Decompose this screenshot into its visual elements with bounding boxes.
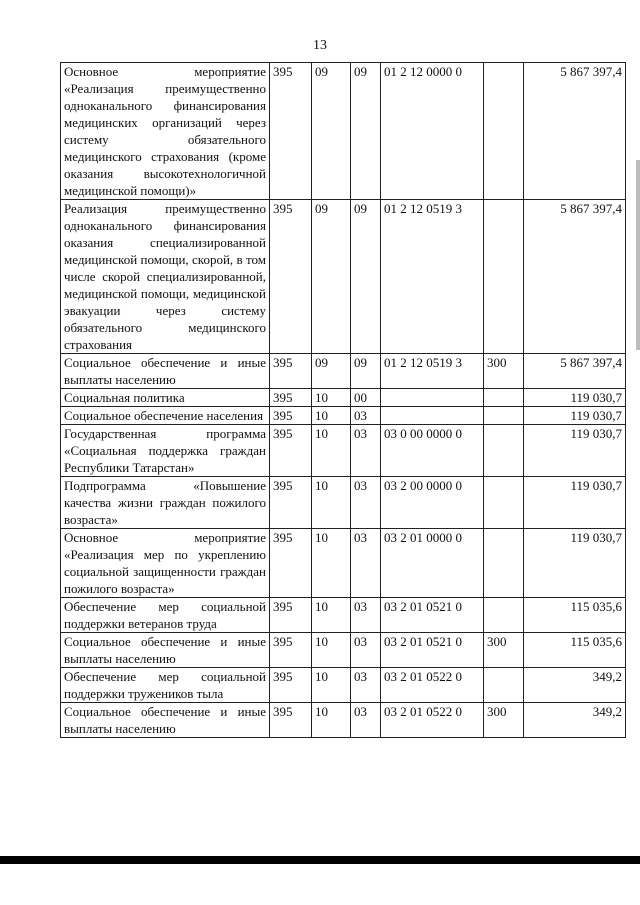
table-body (61, 63, 626, 738)
cell-target-article: 03 2 01 0000 0 (381, 529, 484, 598)
cell-ministry: 395 (270, 63, 312, 200)
cell-subsection: 09 (351, 63, 381, 200)
page-number: 13 (313, 38, 327, 53)
cell-expense-type (484, 389, 524, 407)
cell-section: 10 (312, 389, 351, 407)
cell-ministry: 395 (270, 529, 312, 598)
cell-expense-type (484, 425, 524, 477)
cell-name: Подпрограмма «Повышение качества жизни граждан пожилого возраста» (61, 477, 270, 529)
cell-amount: 119 030,7 (524, 477, 626, 529)
scan-bottom-bar (0, 856, 640, 864)
cell-target-article: 01 2 12 0519 3 (381, 354, 484, 389)
cell-ministry: 395 (270, 407, 312, 425)
cell-subsection: 09 (351, 354, 381, 389)
cell-ministry: 395 (270, 598, 312, 633)
cell-subsection: 09 (351, 200, 381, 354)
cell-section: 09 (312, 354, 351, 389)
cell-section: 09 (312, 63, 351, 200)
cell-amount: 115 035,6 (524, 633, 626, 668)
table-row (61, 63, 626, 200)
cell-amount: 5 867 397,4 (524, 63, 626, 200)
cell-name: Социальное обеспечение и иные выплаты населению (61, 354, 270, 389)
cell-section: 09 (312, 200, 351, 354)
cell-target-article: 03 2 01 0522 0 (381, 703, 484, 738)
cell-target-article: 03 2 01 0521 0 (381, 633, 484, 668)
table-row (61, 703, 626, 738)
cell-expense-type: 300 (484, 633, 524, 668)
cell-subsection: 00 (351, 389, 381, 407)
cell-expense-type: 300 (484, 354, 524, 389)
cell-name: Социальное обеспечение и иные выплаты населению (61, 633, 270, 668)
cell-name: Обеспечение мер социальной поддержки тружеников тыла (61, 668, 270, 703)
cell-subsection: 03 (351, 407, 381, 425)
cell-section: 10 (312, 529, 351, 598)
table-row (61, 598, 626, 633)
cell-ministry: 395 (270, 477, 312, 529)
cell-amount: 119 030,7 (524, 425, 626, 477)
table-row (61, 668, 626, 703)
cell-subsection: 03 (351, 598, 381, 633)
cell-name: Реализация преимущественно одноканального финансирования оказания специализированной медицинской помощи, скорой, в том числе скорой специализированной, медицинской помощи, медицинской эвакуации через систему обязательного медицинского страхования (61, 200, 270, 354)
cell-name: Обеспечение мер социальной поддержки ветеранов труда (61, 598, 270, 633)
budget-table (60, 62, 626, 738)
cell-section: 10 (312, 633, 351, 668)
cell-target-article: 03 0 00 0000 0 (381, 425, 484, 477)
cell-ministry: 395 (270, 703, 312, 738)
cell-amount: 5 867 397,4 (524, 354, 626, 389)
cell-expense-type: 300 (484, 703, 524, 738)
cell-name: Основное мероприятие «Реализация преимущественно одноканального финансирования медицинских организаций через систему обязательного медицинского страхования (кроме оказания высокотехнологичной медицинской помощи)» (61, 63, 270, 200)
cell-target-article: 01 2 12 0519 3 (381, 200, 484, 354)
cell-section: 10 (312, 668, 351, 703)
cell-section: 10 (312, 598, 351, 633)
cell-name: Основное мероприятие «Реализация мер по укреплению социальной защищенности граждан пожилого возраста» (61, 529, 270, 598)
cell-ministry: 395 (270, 668, 312, 703)
cell-subsection: 03 (351, 425, 381, 477)
table-row (61, 407, 626, 425)
cell-subsection: 03 (351, 668, 381, 703)
table-row (61, 477, 626, 529)
cell-expense-type (484, 407, 524, 425)
cell-amount: 119 030,7 (524, 529, 626, 598)
cell-amount: 349,2 (524, 703, 626, 738)
table-row (61, 354, 626, 389)
cell-expense-type (484, 477, 524, 529)
cell-amount: 349,2 (524, 668, 626, 703)
cell-name: Государственная программа «Социальная поддержка граждан Республики Татарстан» (61, 425, 270, 477)
cell-subsection: 03 (351, 703, 381, 738)
cell-amount: 5 867 397,4 (524, 200, 626, 354)
cell-target-article (381, 389, 484, 407)
table-row (61, 633, 626, 668)
cell-amount: 119 030,7 (524, 389, 626, 407)
table-row (61, 425, 626, 477)
cell-amount: 119 030,7 (524, 407, 626, 425)
cell-name: Социальное обеспечение и иные выплаты населению (61, 703, 270, 738)
cell-section: 10 (312, 477, 351, 529)
cell-name: Социальная политика (61, 389, 270, 407)
cell-ministry: 395 (270, 354, 312, 389)
cell-expense-type (484, 668, 524, 703)
table-row (61, 389, 626, 407)
cell-target-article: 03 2 00 0000 0 (381, 477, 484, 529)
cell-subsection: 03 (351, 529, 381, 598)
cell-name: Социальное обеспечение населения (61, 407, 270, 425)
cell-expense-type (484, 598, 524, 633)
cell-expense-type (484, 529, 524, 598)
cell-expense-type (484, 200, 524, 354)
cell-subsection: 03 (351, 633, 381, 668)
cell-amount: 115 035,6 (524, 598, 626, 633)
cell-section: 10 (312, 407, 351, 425)
cell-target-article: 03 2 01 0522 0 (381, 668, 484, 703)
cell-section: 10 (312, 703, 351, 738)
cell-ministry: 395 (270, 425, 312, 477)
table-row (61, 529, 626, 598)
cell-ministry: 395 (270, 200, 312, 354)
cell-ministry: 395 (270, 633, 312, 668)
cell-ministry: 395 (270, 389, 312, 407)
cell-expense-type (484, 63, 524, 200)
table-row (61, 200, 626, 354)
scan-edge-mark (636, 160, 640, 350)
cell-subsection: 03 (351, 477, 381, 529)
cell-target-article: 03 2 01 0521 0 (381, 598, 484, 633)
cell-target-article (381, 407, 484, 425)
cell-target-article: 01 2 12 0000 0 (381, 63, 484, 200)
cell-section: 10 (312, 425, 351, 477)
